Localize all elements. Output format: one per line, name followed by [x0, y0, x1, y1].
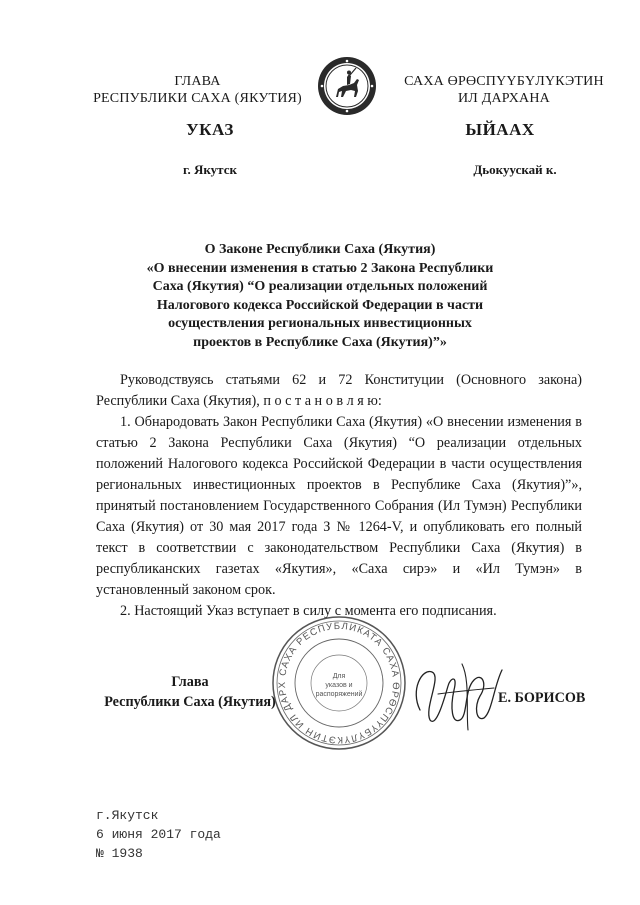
issuer-left-line1: ГЛАВА [174, 74, 221, 89]
svg-text:распоряжений: распоряжений [315, 691, 363, 698]
official-seal-stamp [268, 612, 410, 754]
title-line-5: осуществления региональных инвестиционных [168, 316, 472, 331]
title-line-6: проектов в Республике Саха (Якутия)”» [193, 334, 447, 350]
title-line-3: Саха (Якутия) “О реализации отдельных положений [152, 279, 488, 294]
issuer-right-line2: ИЛ ДАРХАНА [457, 91, 550, 106]
svg-text:САХА РЕСПУБЛИКАТА САХА ӨРӨСПҮҮ: САХА РЕСПУБЛИКАТА САХА ӨРӨСПҮҮБҮЛҮКЭТИН ИЛ ДАРХ [276, 620, 402, 746]
issuer-left-line2: РЕСПУБЛИКИ САХА (ЯКУТИЯ) [93, 91, 302, 106]
title-line-1: О Законе Республики Саха (Якутия) [204, 242, 436, 257]
signatory-role-line1: Глава [171, 674, 209, 690]
svg-text:Для: Для [332, 673, 346, 680]
title-line-2: «О внесении изменения в статью 2 Закона Республики [146, 260, 494, 276]
item-2-paragraph: 2. Настоящий Указ вступает в силу с момента его подписания. [120, 603, 497, 619]
registration-date: 6 июня 2017 года [96, 827, 221, 842]
registration-city: г.Якутск [96, 808, 159, 823]
signatory-role-line2: Республики Саха (Якутия) [104, 694, 276, 710]
seal-icon [268, 612, 410, 754]
doc-type-left: УКАЗ [186, 120, 234, 139]
title-line-4: Налогового кодекса Российской Федерации в части [156, 297, 484, 313]
registration-number: № 1938 [96, 846, 143, 861]
city-left: г. Якутск [183, 162, 237, 177]
issuer-right [384, 73, 624, 107]
city-right: Дьокуускай к. [473, 162, 557, 177]
registration-block [96, 806, 221, 863]
handwritten-signature [402, 650, 512, 735]
issuer-left [70, 73, 325, 107]
emblem-icon [316, 55, 378, 117]
doc-type-right: ЫЙААХ [465, 120, 535, 139]
coat-of-arms-emblem [316, 55, 378, 117]
decree-body [96, 370, 582, 622]
signatory-name: Е. БОРИСОВ [498, 690, 586, 706]
intro-paragraph: Руководствуясь статьями 62 и 72 Конституции (Основного закона) Республики Саха (Якутия), п о с т а н о в л я ю: [96, 372, 582, 409]
svg-text:указов и: указов и [325, 682, 353, 689]
decree-title [120, 241, 520, 352]
issuer-right-line1: САХА ӨРӨСПҮҮБҮЛҮКЭТИН [404, 74, 604, 89]
item-1-paragraph: 1. Обнародовать Закон Республики Саха (Якутия) «О внесении изменения в статью 2 Закона Республики Саха (Якутия) “О реализации отдельных положений Налогового кодекса Российской Федерации в части осуществления региональных инвестиционных проектов в Республике Саха (Якутия)”», принятый постановлением Государственного Собрания (Ил Тумэн) Республики Саха (Якутия) от 30 мая 2017 года З № 1264-V, и опубликовать его полный текст в соответствии с законодательством Республики Саха (Якутия) в республиканских газетах «Якутия», «Саха сирэ» и «Ил Тумэн» в установленный законом срок. [96, 414, 582, 598]
signatory-role [90, 672, 290, 712]
